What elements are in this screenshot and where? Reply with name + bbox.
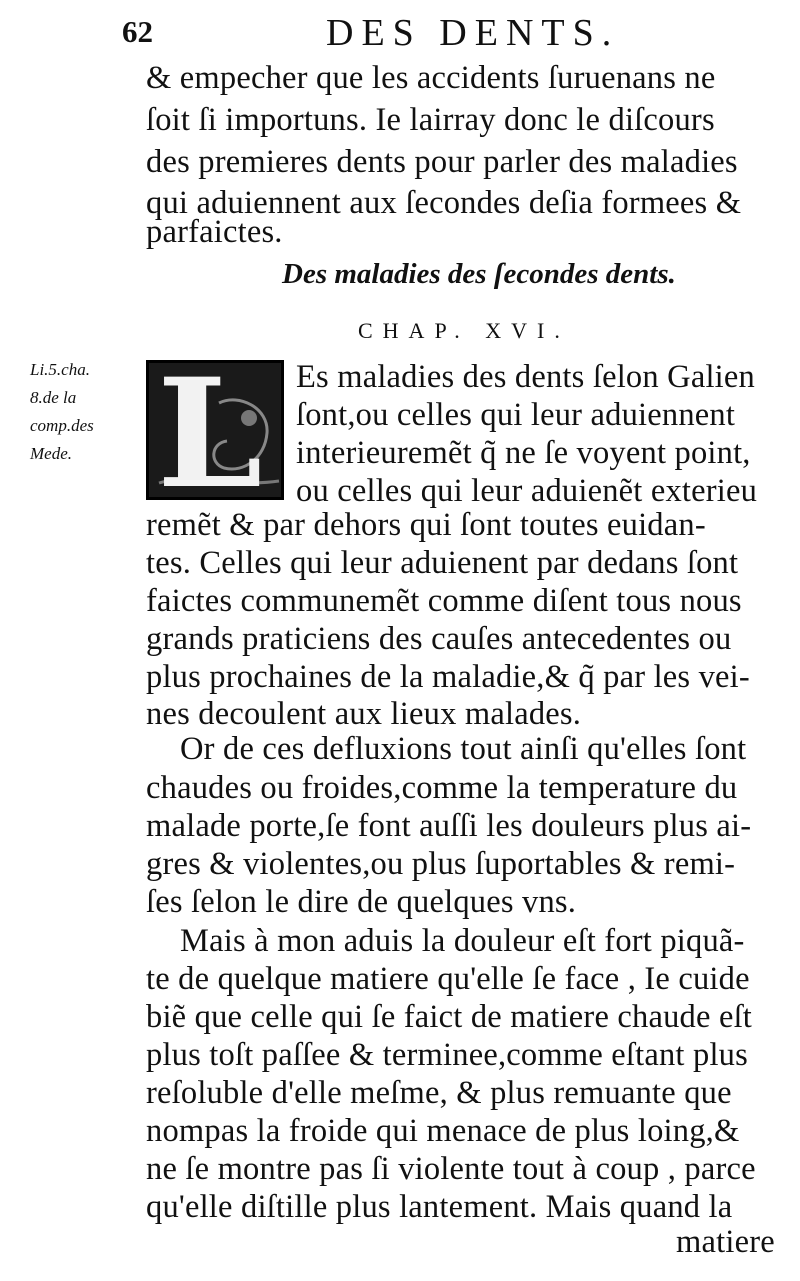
text-line: ſes ſelon le dire de quelques vns. xyxy=(146,884,577,920)
margin-note-line: Li.5.cha. xyxy=(30,360,90,379)
catchword: matiere xyxy=(676,1224,775,1260)
text-line: malade porte,ſe font auſſi les douleurs plus ai- xyxy=(146,808,752,844)
margin-note-line: comp.des xyxy=(30,416,94,435)
text-line: qui aduiennent aux ſecondes deſia formees & xyxy=(146,185,742,221)
text-line: interieuremẽt q̃ ne ſe voyent point, xyxy=(296,435,751,471)
text-line: te de quelque matiere qu'elle ſe face , Ie cuide xyxy=(146,961,750,997)
text-line: & empecher que les accidents ſuruenans ne xyxy=(146,60,716,96)
text-line: ſoit ſi importuns. Ie lairray donc le diſcours xyxy=(146,102,715,138)
text-line: nes decoulent aux lieux malades. xyxy=(146,696,582,732)
text-line: biẽ que celle qui ſe faict de matiere chaude eſt xyxy=(146,999,753,1035)
text-line: Or de ces defluxions tout ainſi qu'elles ſont xyxy=(180,731,747,767)
text-line: reſoluble d'elle meſme, & plus remuante que xyxy=(146,1075,732,1111)
text-line: faictes communemẽt comme diſent tous nous xyxy=(146,583,742,619)
text-line: qu'elle diſtille plus lantement. Mais quand la xyxy=(146,1189,733,1225)
decorated-initial xyxy=(146,360,284,500)
text-line: gres & violentes,ou plus ſuportables & remi- xyxy=(146,846,736,882)
text-line: ou celles qui leur aduienẽt exterieu xyxy=(296,473,758,509)
margin-note-line: 8.de la xyxy=(30,388,77,407)
margin-note xyxy=(30,356,142,468)
text-line: tes. Celles qui leur aduienent par dedans ſont xyxy=(146,545,739,581)
margin-note-line: Mede. xyxy=(30,444,73,463)
page-header xyxy=(122,6,642,56)
text-line: chaudes ou froides,comme la temperature du xyxy=(146,770,738,806)
running-title: DES DENTS. xyxy=(326,12,620,54)
page-number: 62 xyxy=(122,14,153,49)
text-line: parfaictes. xyxy=(146,214,283,250)
chapter-heading: CHAP. XVI. xyxy=(358,318,570,343)
text-line: plus prochaines de la maladie,& q̃ par les vei- xyxy=(146,659,750,695)
section-title: Des maladies des ſecondes dents. xyxy=(282,258,676,290)
text-line: ſont,ou celles qui leur aduiennent xyxy=(296,397,736,433)
text-line: remẽt & par dehors qui ſont toutes euidan- xyxy=(146,507,706,543)
text-line: Mais à mon aduis la douleur eſt fort piquã- xyxy=(180,923,745,959)
text-line: grands praticiens des cauſes antecedentes ou xyxy=(146,621,732,657)
text-line: Es maladies des dents ſelon Galien xyxy=(296,359,755,395)
text-line: des premieres dents pour parler des maladies xyxy=(146,144,738,180)
initial-letter: L xyxy=(157,360,263,500)
text-line: ne ſe montre pas ſi violente tout à coup , parce xyxy=(146,1151,756,1187)
text-line: nompas la froide qui menace de plus loing,& xyxy=(146,1113,740,1149)
text-line: plus toſt paſſee & terminee,comme eſtant plus xyxy=(146,1037,748,1073)
